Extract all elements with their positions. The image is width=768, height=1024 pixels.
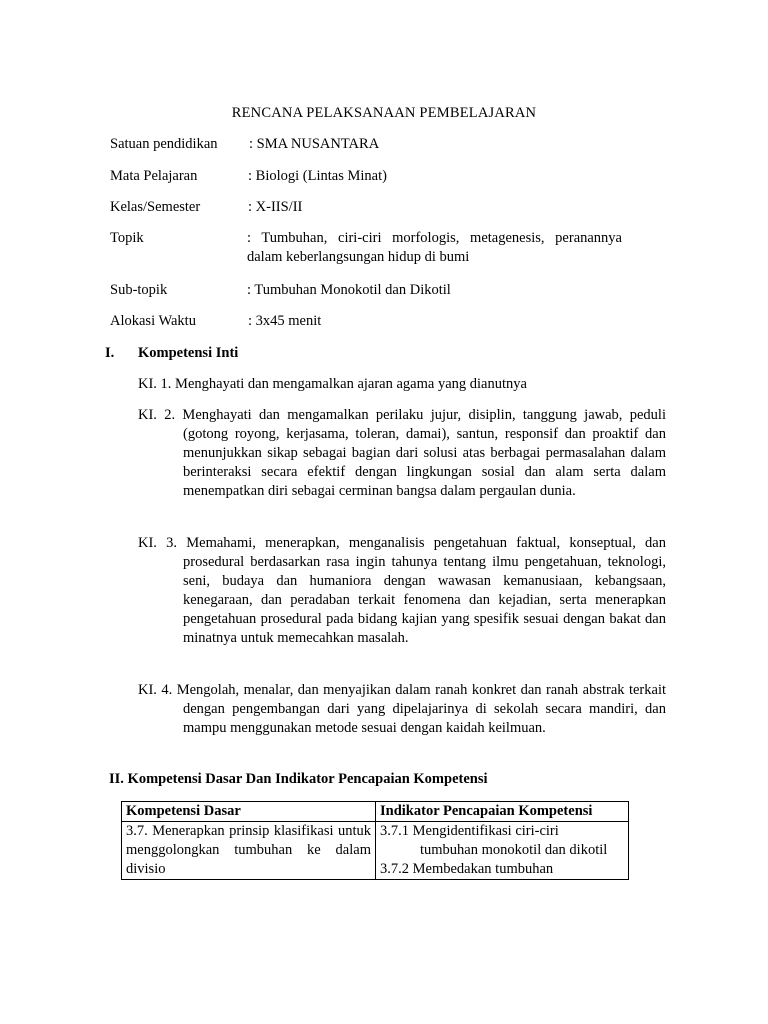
ki-4: KI. 4. Mengolah, menalar, dan menyajikan dalam ranah konkret dan ranah abstrak terkait dengan pengembangan dari yang dipelajarinya di sekolah secara mandiri, dan mampu menggunakan metode sesuai dengan kaidah keilmuan. <box>138 682 666 736</box>
meta-label: Kelas/Semester <box>110 199 201 215</box>
table-cell-kd <box>122 822 376 880</box>
competency-table <box>121 801 629 880</box>
table-cell-indicators <box>376 822 629 880</box>
page-title: RENCANA PELAKSANAAN PEMBELAJARAN <box>231 105 537 121</box>
indicator-line: 3.7.1 Mengidentifikasi ciri-ciri <box>380 823 559 839</box>
meta-value: : Tumbuhan, ciri-ciri morfologis, metagenesis, peranannya dalam keberlangsungan hidup di bumi <box>247 230 622 265</box>
table-row <box>122 822 629 880</box>
section-heading: II. Kompetensi Dasar Dan Indikator Pencapaian Kompetensi <box>109 771 488 787</box>
ki-3: KI. 3. Memahami, menerapkan, menganalisis pengetahuan faktual, konseptual, dan prosedural berdasarkan rasa ingin tahunya tentang ilmu pengetahuan, teknologi, seni, budaya dan humaniora dengan wawasan kemanusiaan, kebangsaan, kenegaraan, dan peradaban terkait fenomena dan kejadian, serta menerapkan pengetahuan prosedural pada bidang kajian yang spesifik sesuai dengan bakat dan minatnya untuk memecahkan masalah. <box>138 535 666 646</box>
table-header-row <box>122 802 629 822</box>
meta-value: : X-IIS/II <box>248 199 303 215</box>
meta-label: Satuan pendidikan <box>110 136 218 152</box>
meta-label: Mata Pelajaran <box>110 168 198 184</box>
indicator-line: tumbuhan monokotil dan dikotil <box>420 842 608 858</box>
meta-label: Topik <box>110 230 144 246</box>
meta-value: : SMA NUSANTARA <box>249 136 380 152</box>
meta-value: : 3x45 menit <box>248 313 322 329</box>
section-number: I. <box>105 345 115 361</box>
kd-number: 3.7. <box>126 823 148 839</box>
ki-1: KI. 1. Menghayati dan mengamalkan ajaran agama yang dianutnya <box>138 376 527 392</box>
kd-text: Menerapkan prinsip klasifikasi untuk menggolongkan tumbuhan ke dalam divisio <box>126 823 371 877</box>
table-header: Indikator Pencapaian Kompetensi <box>376 802 629 822</box>
section-heading: Kompetensi Inti <box>138 345 239 361</box>
ki-2: KI. 2. Menghayati dan mengamalkan perilaku jujur, disiplin, tanggung jawab, peduli (gotong royong, kerjasama, toleran, damai), santun, responsif dan proaktif dan menunjukkan sikap sebagai bagian dari solusi atas berbagai permasalahan dalam berinteraksi secara efektif dengan lingkungan sosial dan alam serta dalam menempatkan diri sebagai cerminan bangsa dalam pergaulan dunia. <box>138 407 666 499</box>
meta-value: : Tumbuhan Monokotil dan Dikotil <box>247 282 451 298</box>
meta-value: : Biologi (Lintas Minat) <box>248 168 387 184</box>
meta-label: Alokasi Waktu <box>110 313 196 329</box>
meta-label: Sub-topik <box>110 282 168 298</box>
indicator-line: 3.7.2 Membedakan tumbuhan <box>380 861 554 877</box>
table-header: Kompetensi Dasar <box>122 802 376 822</box>
